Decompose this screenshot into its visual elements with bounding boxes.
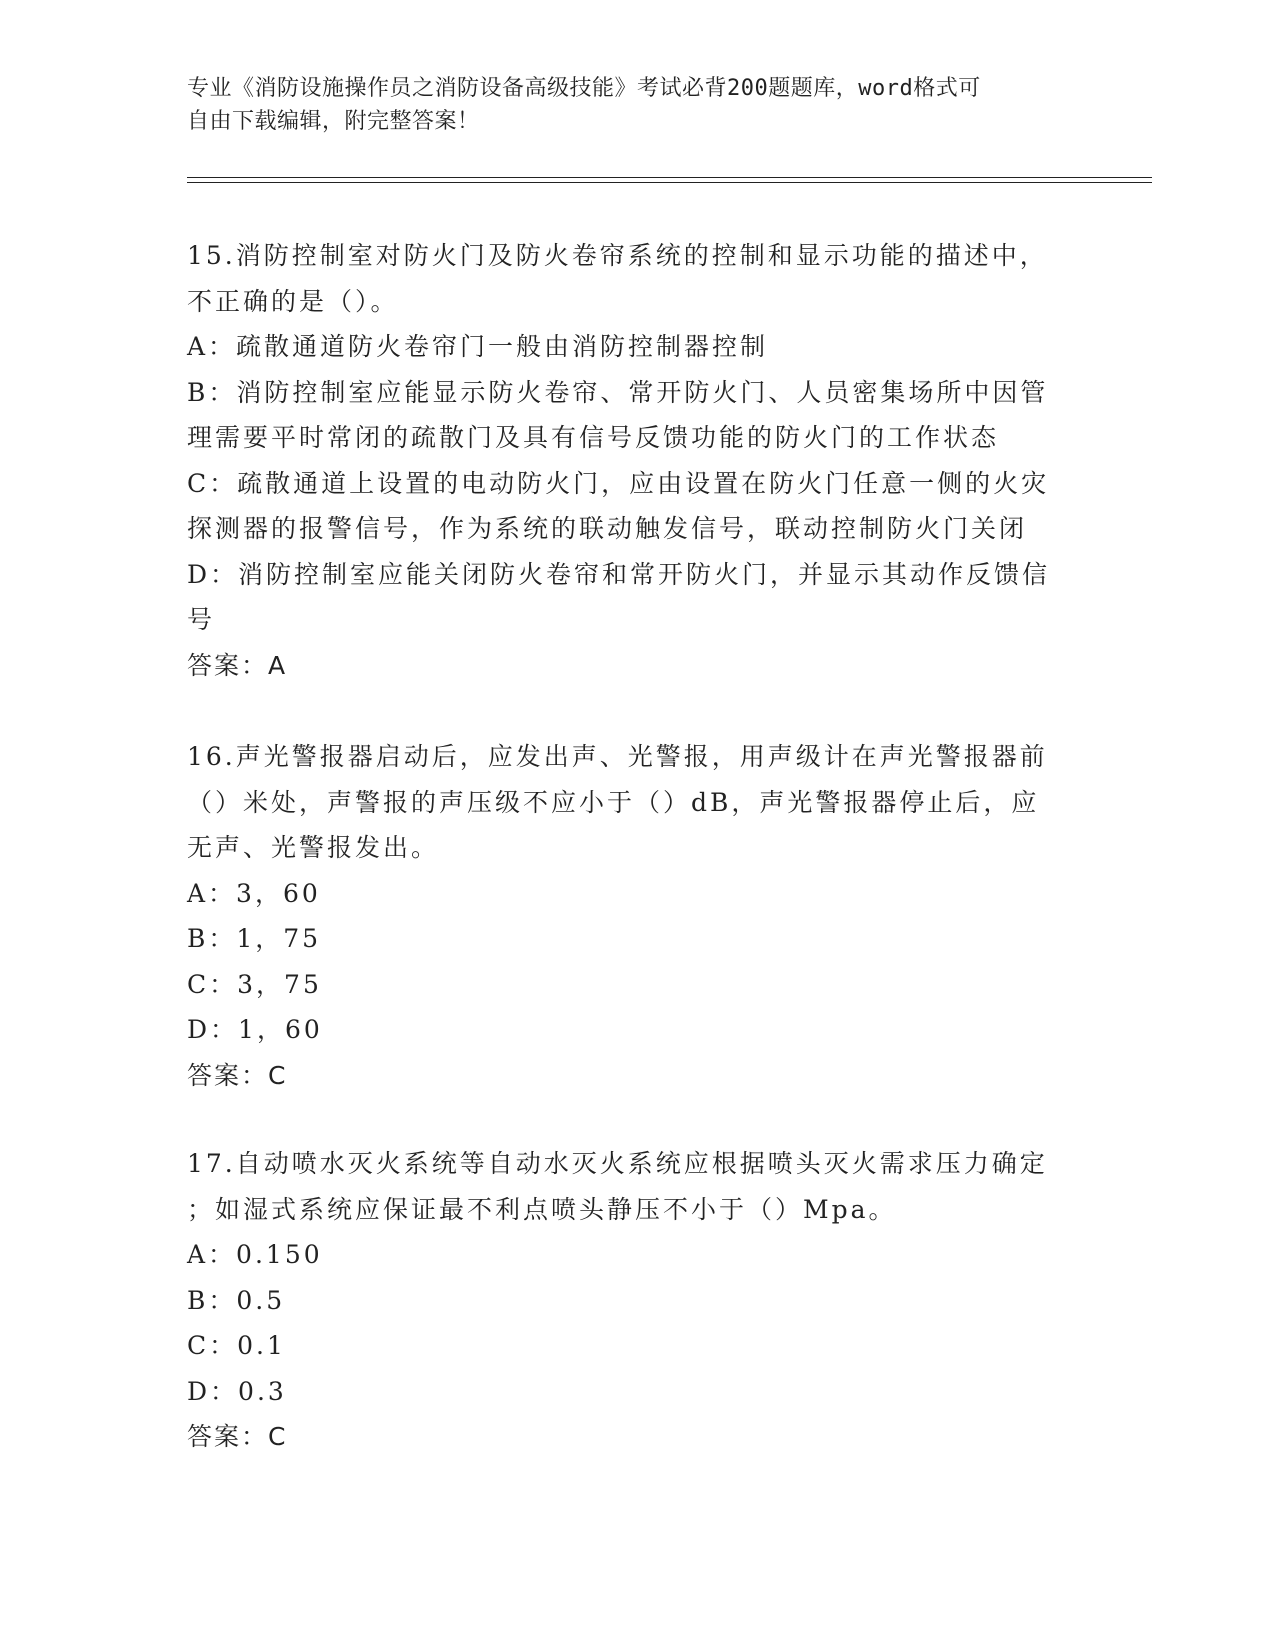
option-line: D：1，60 <box>187 1015 323 1044</box>
header-divider <box>187 182 1152 183</box>
option-a <box>187 871 1067 917</box>
option-line: B：0.5 <box>187 1285 286 1315</box>
option-line: C：疏散通道上设置的电动防火门，应由设置在防火门任意一侧的火灾 <box>187 468 1050 498</box>
option-line: 号 <box>187 605 216 634</box>
option-line: 理需要平时常闭的疏散门及具有信号反馈功能的防火门的工作状态 <box>187 423 1000 452</box>
header-divider <box>187 177 1152 178</box>
question-stem <box>187 1141 1067 1232</box>
option-line: B：1，75 <box>187 924 322 953</box>
stem-line: 16.声光警报器启动后，应发出声、光警报，用声级计在声光警报器前 <box>187 742 1048 771</box>
stem-line: 17.自动喷水灭火系统等自动水灭火系统应根据喷头灭火需求压力确定 <box>187 1149 1048 1178</box>
option-line: D：0.3 <box>187 1376 287 1406</box>
option-a <box>187 324 1067 370</box>
option-b <box>187 370 1067 461</box>
answer-label: 答案：C <box>187 1060 288 1090</box>
stem-line: 15.消防控制室对防火门及防火卷帘系统的控制和显示功能的描述中， <box>187 241 1048 270</box>
header-line: 自由下载编辑，附完整答案！ <box>187 109 480 134</box>
answer-label: 答案：A <box>187 650 288 680</box>
option-line: D：消防控制室应能关闭防火卷帘和常开防火门，并显示其动作反馈信 <box>187 559 1051 589</box>
question-17 <box>187 1141 1067 1460</box>
option-d <box>187 552 1067 643</box>
stem-line: 不正确的是（）。 <box>187 286 399 316</box>
option-line: C：3，75 <box>187 969 322 999</box>
question-15 <box>187 233 1067 688</box>
stem-line: 无声、光警报发出。 <box>187 833 440 862</box>
option-line: B：消防控制室应能显示防火卷帘、常开防火门、人员密集场所中因管 <box>187 377 1049 407</box>
option-b <box>187 1278 1067 1324</box>
option-line: A：0.150 <box>187 1240 323 1269</box>
option-b <box>187 916 1067 962</box>
option-line: A：3，60 <box>187 878 321 908</box>
answer-label: 答案：C <box>187 1422 288 1451</box>
option-c <box>187 1323 1067 1369</box>
option-line: A：疏散通道防火卷帘门一般由消防控制器控制 <box>187 332 769 361</box>
question-stem <box>187 233 1067 324</box>
option-c <box>187 461 1067 552</box>
question-16 <box>187 734 1067 1098</box>
header-line: 专业《消防设施操作员之消防设备高级技能》考试必背200题题库，word格式可 <box>187 76 981 101</box>
stem-line: ；如湿式系统应保证最不利点喷头静压不小于（）Mpa。 <box>187 1194 897 1224</box>
stem-line: （）米处，声警报的声压级不应小于（）dB，声光警报器停止后，应 <box>187 787 1040 817</box>
document-header <box>187 72 1067 138</box>
option-d <box>187 1007 1067 1053</box>
option-c <box>187 962 1067 1008</box>
question-stem <box>187 734 1067 871</box>
option-line: 探测器的报警信号，作为系统的联动触发信号，联动控制防火门关闭 <box>187 514 1028 543</box>
option-d <box>187 1369 1067 1415</box>
option-a <box>187 1232 1067 1278</box>
option-line: C：0.1 <box>187 1331 286 1360</box>
